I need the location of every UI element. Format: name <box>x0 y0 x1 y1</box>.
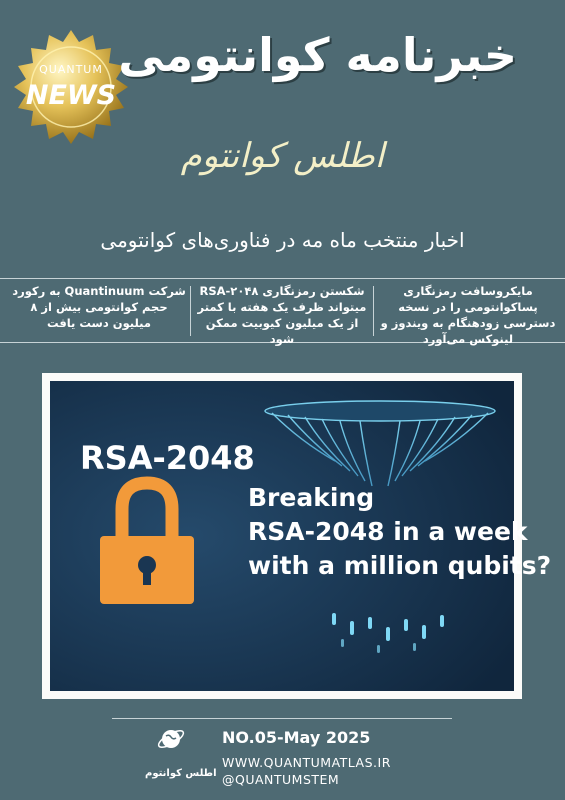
headline-line-1: Breaking <box>248 483 375 512</box>
social-handle[interactable]: @QUANTUMSTEM <box>222 772 340 787</box>
subtitle: اخبار منتخب ماه مه در فناوری‌های کوانتومی <box>100 228 465 252</box>
headline-line-2: RSA-2048 in a week <box>248 517 528 546</box>
website-link[interactable]: WWW.QUANTUMATLAS.IR <box>222 755 391 770</box>
news-item-2: شکستن رمزنگاری RSA-۲۰۴۸ میتواند ظرف یک هفته با کمتر از یک میلیون کیوبیت ممکن شود <box>197 284 367 346</box>
quantum-news-badge <box>12 28 130 146</box>
news-item-3: شرکت Quantinuum به رکورد حجم کوانتومی بیش از ۸ میلیون دست یافت <box>12 284 186 330</box>
cover-headline <box>248 481 551 583</box>
quantum-atlas-logo-icon <box>156 724 186 754</box>
news-separator <box>190 286 191 336</box>
headline-line-3: with a million qubits? <box>248 551 552 580</box>
footer-divider <box>112 718 452 719</box>
badge-top-text: QUANTUM <box>39 63 103 76</box>
newsletter-title: خبرنامه کوانتومی <box>118 28 517 82</box>
footer-logo-text: اطلس کوانتوم <box>145 768 217 779</box>
badge-main-text: NEWS <box>25 80 117 111</box>
cover-image <box>50 381 552 691</box>
brand-script-logo: اطلس کوانتوم <box>180 136 385 176</box>
issue-number: NO.05-May 2025 <box>222 728 371 747</box>
news-separator <box>373 286 374 336</box>
news-item-1: مایکروسافت رمزنگاری پساکوانتومی را در نسخه دسترسی زودهنگام به ویندوز و لینوکس می‌آورد <box>380 284 556 346</box>
rsa-label: RSA-2048 <box>80 439 255 477</box>
divider-top <box>0 278 565 279</box>
